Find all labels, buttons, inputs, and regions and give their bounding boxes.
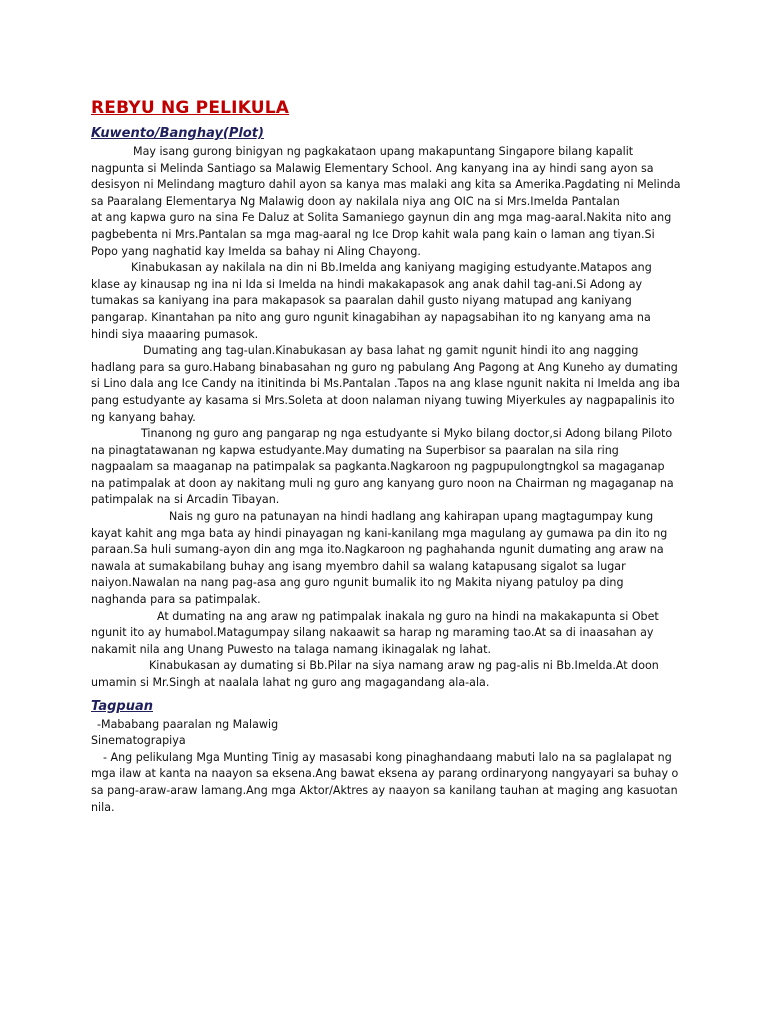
cinematography-text: - Ang pelikulang Mga Munting Tinig ay masasabi kong pinaghandaang mabuti lalo na sa paglalapat ng mga ilaw at kanta na naayon sa eksena.Ang bawat eksena ay parang ordinaryong nangyayari sa buhay o sa pang-araw-araw lamang.Ang mga Aktor/Aktres ay naayon sa kanilang tauhan at maging ang kasuotan nila.	[91, 750, 679, 814]
plot-paragraph: Kinabukasan ay nakilala na din ni Bb.Imelda ang kaniyang magiging estudyante.Matapos ang klase ay kinausap ng ina ni Ida si Imelda na hindi makakapasok ang anak dahil tag-ani.Si Adong ay tumakas sa kaniyang ina para makapasok sa paaralan dahil gusto niyang matupad ang kaniyang pangarap. Kinantahan pa nito ang guro ngunit kinagabihan ay napagsabihan ito ng kanyang ama na hindi siya maaaring pumasok.	[91, 261, 652, 341]
plot-paragraph: Dumating ang tag-ulan.Kinabukasan ay basa lahat ng gamit ngunit hindi ito ang nagging hadlang para sa guro.Habang binabasahan ng guro ng pabulang Ang Pagong at Ang Kuneho ay dumating si Lino dala ang Ice Candy na itinitinda bi Ms.Pantalan .Tapos na ang klase ngunit nakita ni Imelda ang iba pang estudyante ay kasama si Mrs.Soleta at doon nalaman niyang tuwing Miyerkules ay nagpapalinis ito ng kanyang bahay.	[91, 344, 681, 424]
plot-paragraph: Kinabukasan ay dumating si Bb.Pilar na siya namang araw ng pag-alis ni Bb.Imelda.At doon umamin si Mr.Singh at naalala lahat ng guro ang magagandang ala-ala.	[91, 659, 659, 689]
plot-paragraph: Nais ng guro na patunayan na hindi hadlang ang kahirapan upang magtagumpay kung kayat kahit ang mga bata ay hindi pinayagan ng kani-kanilang mga magulang ay gumawa pa din ito ng paraan.Sa huli sumang-ayon din ang mga ito.Nagkaroon ng paghahanda ngunit dumating ang araw na nawala at sumakabilang buhay ang isang myembro dahil sa walang katapusang sigalot sa lugar naiyon.Nawalan na nang pag-asa ang guro ngunit bumalik ito ng Makita niyang patuloy pa ding naghanda para sa patimpalak.	[91, 510, 668, 607]
document-page	[91, 98, 681, 816]
setting-line: -Mababang paaralan ng Malawig	[97, 717, 279, 731]
plot-paragraph: At dumating na ang araw ng patimpalak inakala ng guro na hindi na makakapunta si Obet ngunit ito ay humabol.Matagumpay silang nakaawit sa harap ng maraming tao.At sa di inaasahan ay nakamit nila ang Unang Puwesto na talaga namang ikinagalak ng lahat.	[91, 609, 659, 656]
plot-paragraph: May isang gurong binigyan ng pagkakataon upang makapuntang Singapore bilang kapalit nagpunta si Melinda Santiago sa Malawig Elementary School. Ang kanyang ina ay hindi sang ayon sa desisyon ni Melindang magturo dahil ayon sa kanya mas malaki ang kita sa Amerika.Pagdating ni Melinda sa Paaralang Elementarya Ng Malawig doon ay nakilala niya ang OIC na si Mrs.Imelda Pantalan	[91, 145, 681, 208]
plot-paragraph: at ang kapwa guro na sina Fe Daluz at Solita Samaniego gaynun din ang mga mag-aaral.Nakita nito ang pagbebenta ni Mrs.Pantalan sa mga mag-aaral ng Ice Drop kahit wala pang kain o laman ang tiyan.Si Popo yang naghatid kay Imelda sa bahay ni Aling Chayong.	[91, 211, 672, 258]
document-title: REBYU NG PELIKULA	[91, 98, 290, 118]
cinematography-label: Sinematograpiya	[91, 734, 186, 748]
plot-heading: Kuwento/Banghay(Plot)	[91, 126, 264, 141]
plot-paragraph: Tinanong ng guro ang pangarap ng nga estudyante si Myko bilang doctor,si Adong bilang Piloto na pinagtatawanan ng kapwa estudyante.May dumating na Superbisor sa paaralan na sila ring nagpaalam sa maaganap na patimpalak sa pagkanta.Nagkaroon ng pagpupulongtngkol sa magaganap na patimpalak at doon ay nakitang muli ng guro ang kanyang guro noon na Chairman ng magaganap na patimpalak na si Arcadin Tibayan.	[91, 427, 674, 507]
setting-heading: Tagpuan	[91, 698, 153, 714]
